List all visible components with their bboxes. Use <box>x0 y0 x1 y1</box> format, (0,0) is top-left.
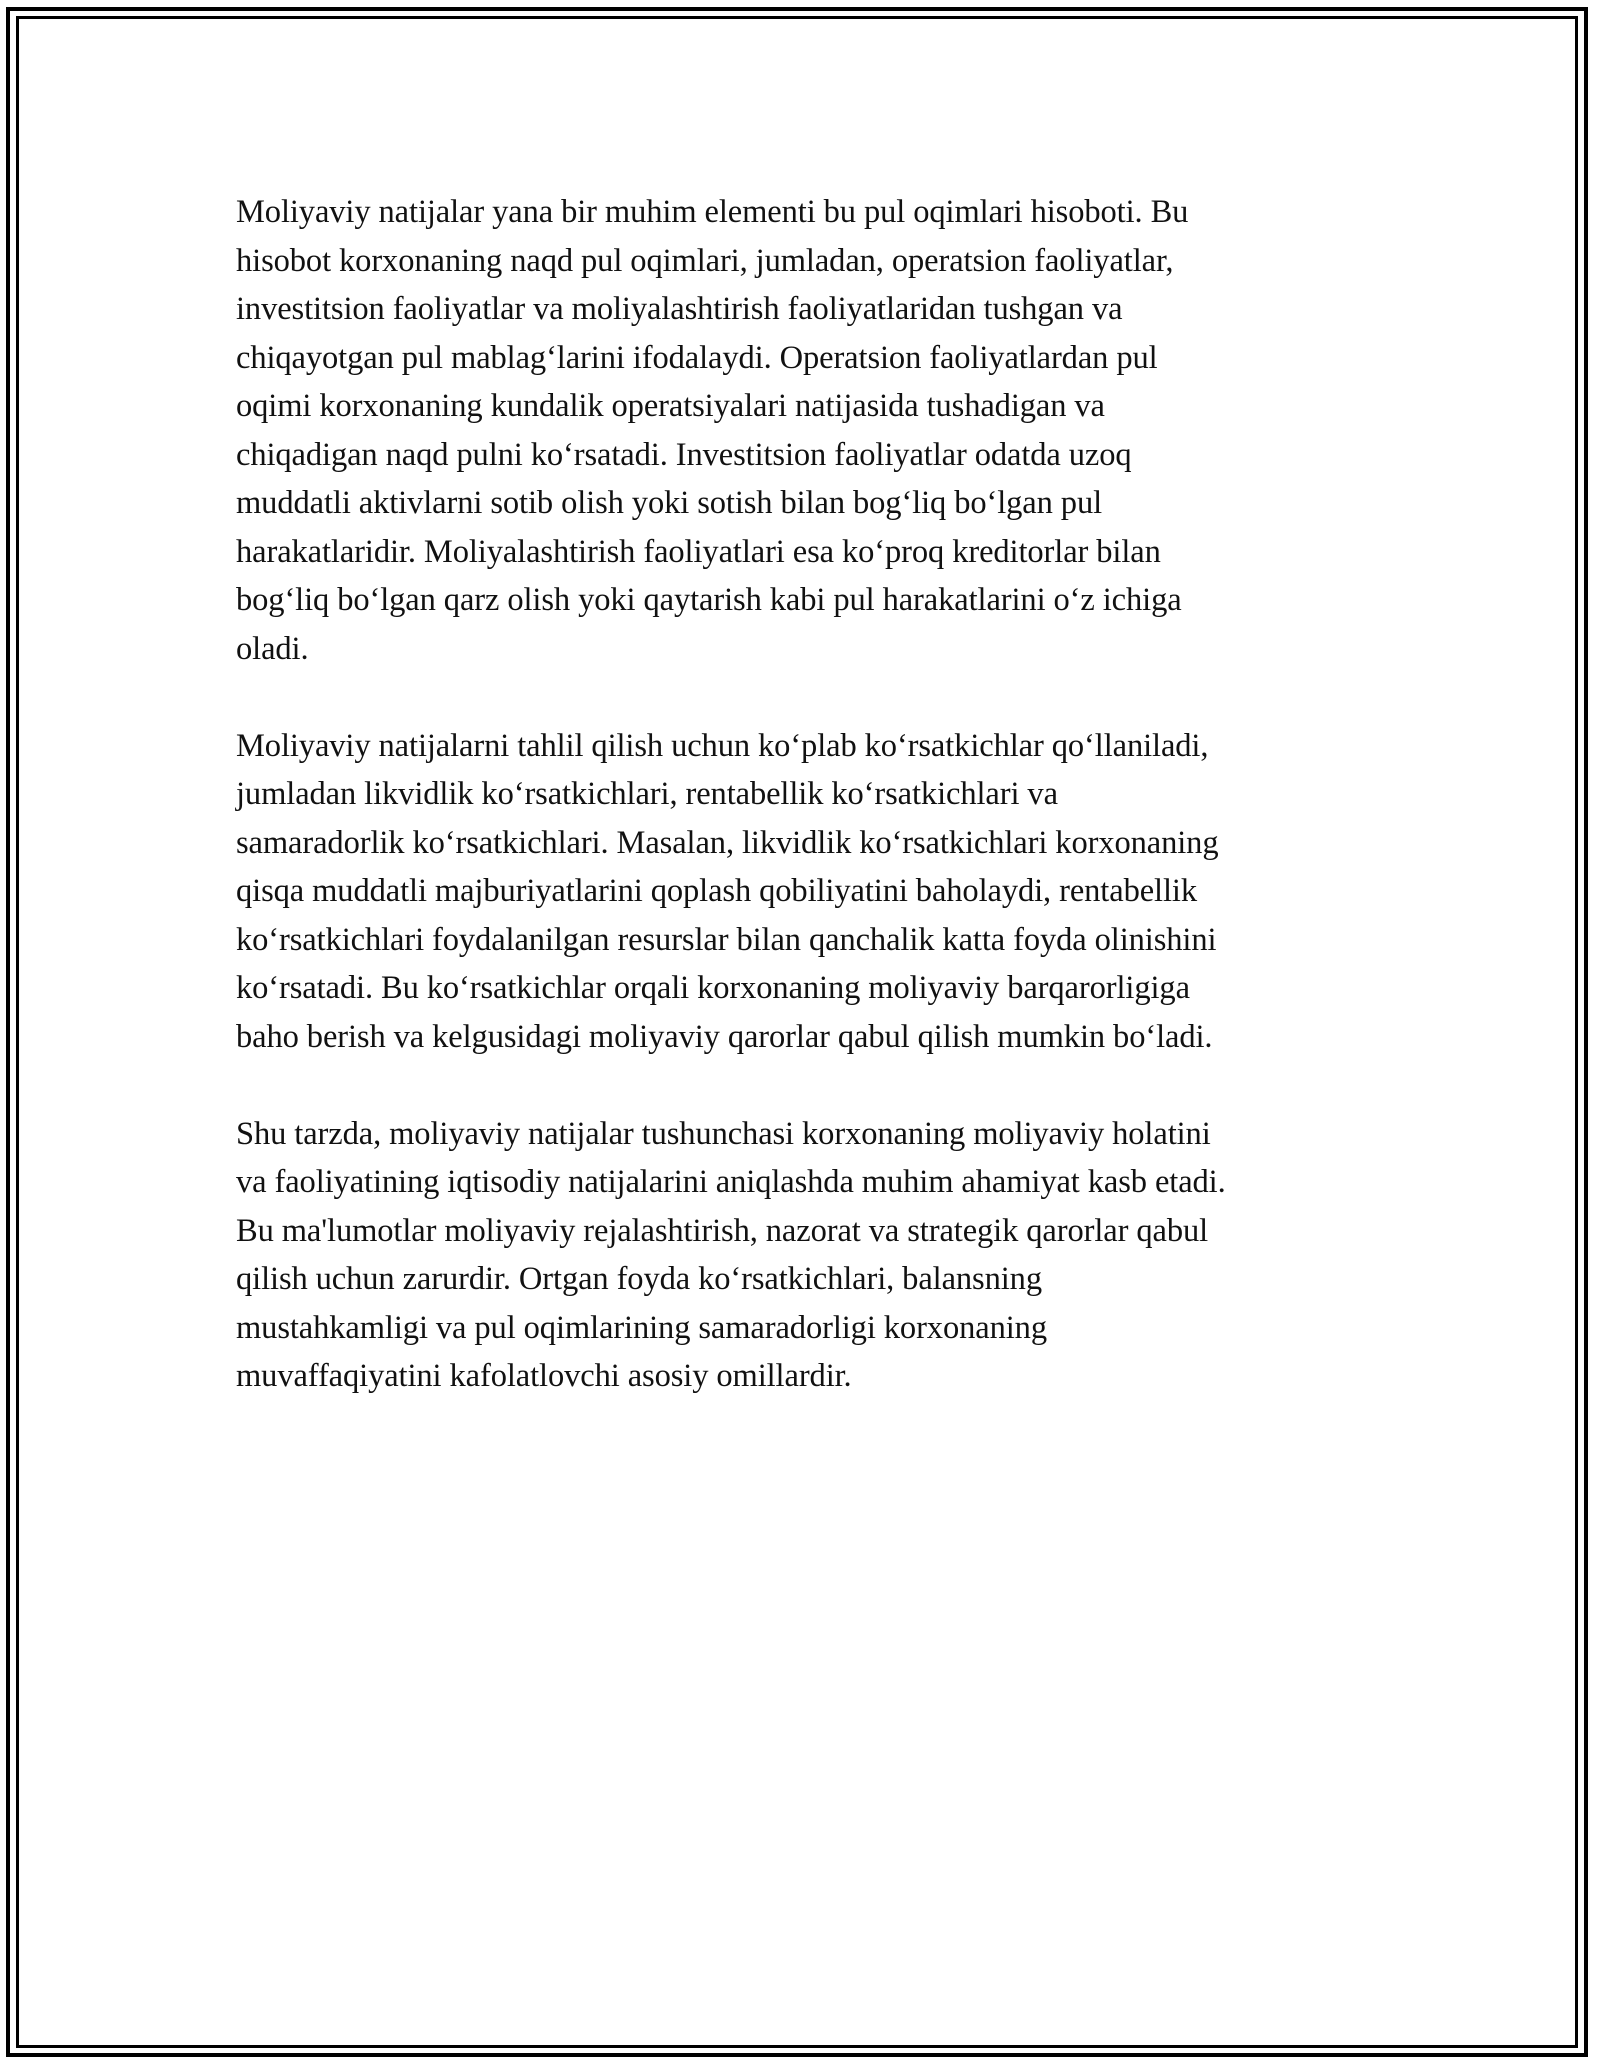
document-body <box>236 188 1366 1449</box>
paragraph-conclusion: Shu tarzda, moliyaviy natijalar tushunchasi korxonaning moliyaviy holatini va faoliyatining iqtisodiy natijalarini aniqlashda muhim ahamiyat kasb etadi. Bu ma'lumotlar moliyaviy rejalashtirish, nazorat va strategik qarorlar qabul qilish uchun zarurdir. Ortgan foyda ko‘rsatkichlari, balansning mustahkamligi va pul oqimlarining samaradorligi korxonaning muvaffaqiyatini kafolatlovchi asosiy omillardir. <box>236 1115 1226 1394</box>
paragraph-indicators: Moliyaviy natijalarni tahlil qilish uchun ko‘plab ko‘rsatkichlar qo‘llaniladi, jumladan likvidlik ko‘rsatkichlari, rentabellik ko‘rsatkichlari va samaradorlik ko‘rsatkichlari. Masalan, likvidlik ko‘rsatkichlari korxonaning qisqa muddatli majburiyatlarini qoplash qobiliyatini baholaydi, rentabellik ko‘rsatkichlari foydalanilgan resurslar bilan qanchalik katta foyda olinishini ko‘rsatadi. Bu ko‘rsatkichlar orqali korxonaning moliyaviy barqarorligiga baho berish va kelgusidagi moliyaviy qarorlar qabul qilish mumkin bo‘ladi. <box>236 727 1219 1055</box>
paragraph-cash-flow: Moliyaviy natijalar yana bir muhim elementi bu pul oqimlari hisoboti. Bu hisobot korxonaning naqd pul oqimlari, jumladan, operatsion faoliyatlar, investitsion faoliyatlar va moliyalashtirish faoliyatlaridan tushgan va chiqayotgan pul mablag‘larini ifodalaydi. Operatsion faoliyatlardan pul oqimi korxonaning kundalik operatsiyalari natijasida tushadigan va chiqadigan naqd pulni ko‘rsatadi. Investitsion faoliyatlar odatda uzoq muddatli aktivlarni sotib olish yoki sotish bilan bog‘liq bo‘lgan pul harakatlaridir. Moliyalashtirish faoliyatlari esa ko‘proq kreditorlar bilan bog‘liq bo‘lgan qarz olish yoki qaytarish kabi pul harakatlarini o‘z ichiga oladi. <box>236 194 1189 667</box>
